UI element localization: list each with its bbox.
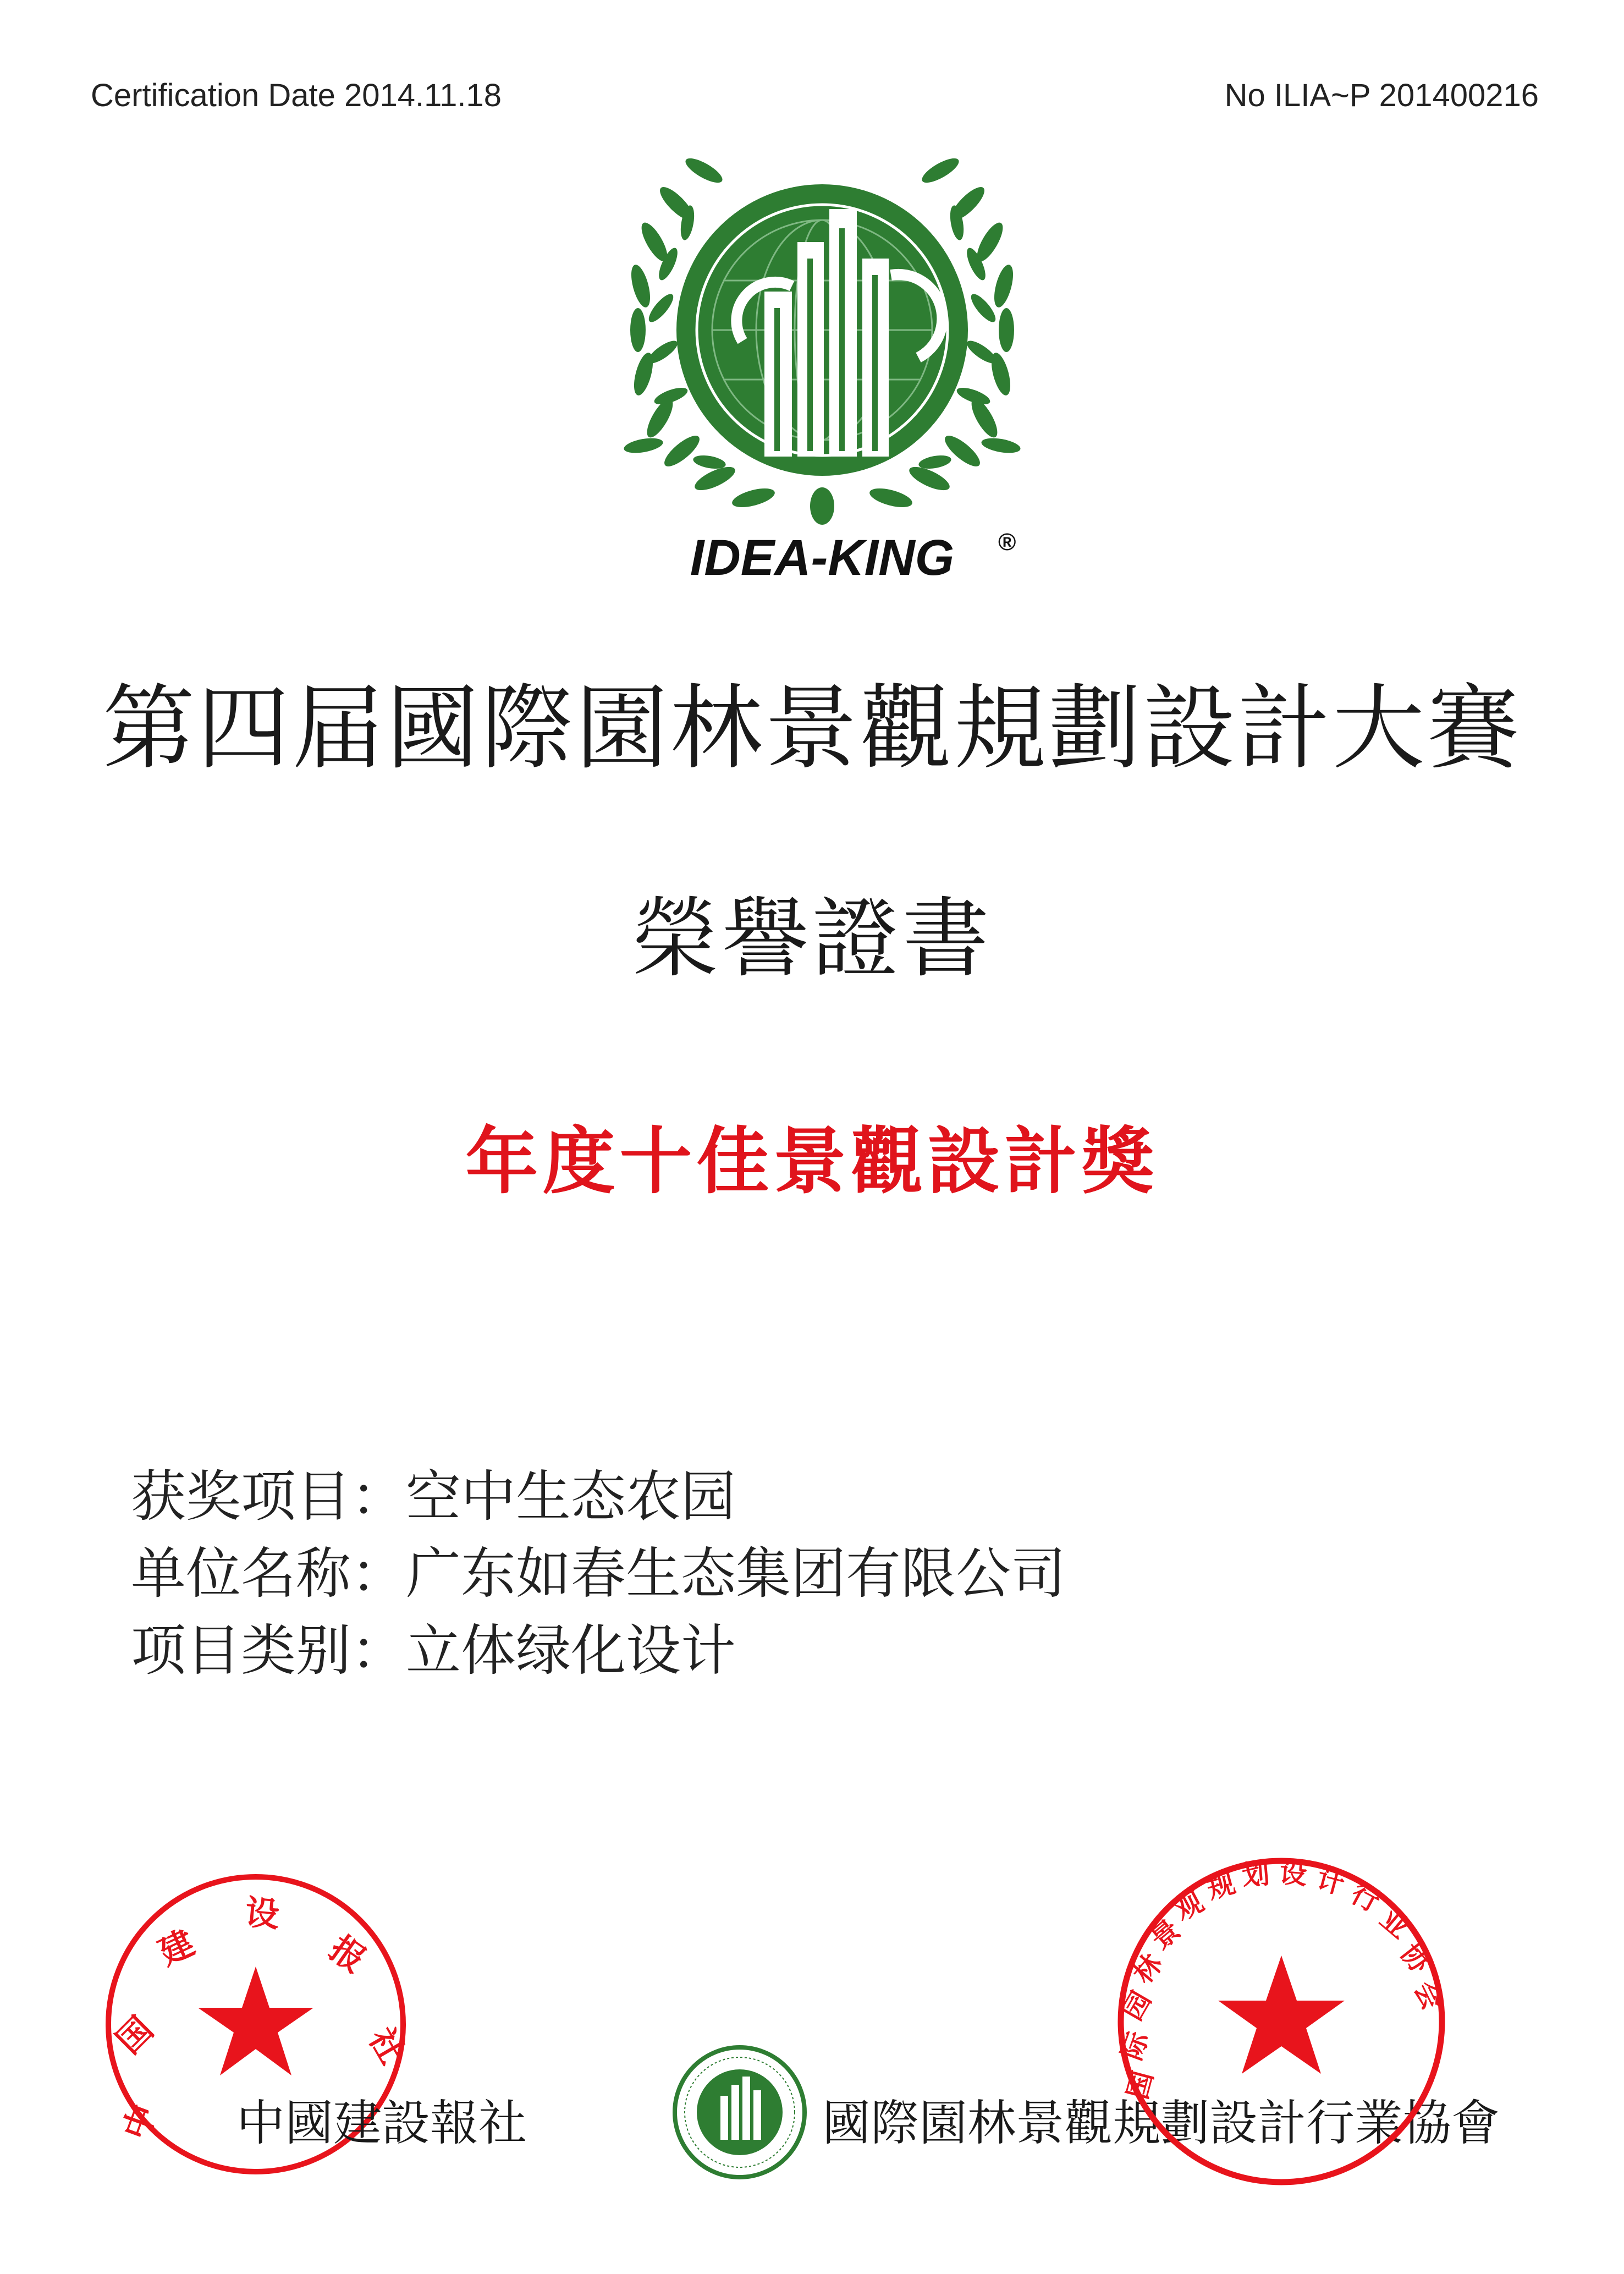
- svg-text:观: 观: [1169, 1885, 1209, 1927]
- red-seal-icon: [1111, 1851, 1452, 2192]
- svg-text:业: 业: [1374, 1902, 1416, 1945]
- field-row-category: [131, 1606, 736, 1685]
- idea-king-logo: [599, 110, 1045, 583]
- svg-text:规: 规: [1203, 1866, 1239, 1905]
- field-row-project: [131, 1452, 736, 1531]
- svg-text:协: 协: [1394, 1937, 1437, 1979]
- svg-text:行: 行: [1346, 1876, 1386, 1919]
- svg-text:设: 设: [243, 1892, 281, 1935]
- svg-text:设: 设: [1278, 1856, 1309, 1891]
- field-value: 立体绿化设计: [406, 1618, 736, 1683]
- svg-text:园: 园: [1115, 1985, 1158, 2026]
- svg-text:国: 国: [1121, 2067, 1160, 2103]
- association-logo: [671, 2044, 808, 2181]
- certification-date: Certification Date 2014.11.18: [91, 78, 502, 113]
- field-value: 广东如春生态集团有限公司: [406, 1541, 1066, 1606]
- svg-text:计: 计: [1313, 1862, 1348, 1901]
- svg-text:社: 社: [361, 2021, 412, 2071]
- svg-text:划: 划: [1240, 1857, 1271, 1892]
- svg-text:国: 国: [108, 2009, 161, 2062]
- award-title: 年度十佳景觀設計獎: [465, 1119, 1159, 1204]
- brand-text: IDEA-KING: [690, 530, 955, 583]
- svg-text:报: 报: [322, 1927, 373, 1981]
- seal-right: [1111, 1851, 1452, 2192]
- org-right-name: 國際園林景觀規劃設計行業協會: [822, 2095, 1500, 2151]
- org-left-name: 中國建設報社: [236, 2095, 527, 2151]
- svg-text:建: 建: [152, 1922, 201, 1973]
- svg-text:际: 际: [1115, 2027, 1155, 2064]
- svg-text:会: 会: [1408, 1975, 1450, 2015]
- field-label: 项目类别：: [131, 1618, 406, 1683]
- registered-mark: ®: [998, 529, 1016, 556]
- field-value: 空中生态农园: [406, 1464, 736, 1529]
- association-emblem-icon: [671, 2044, 808, 2181]
- field-label: 获奖项目：: [131, 1464, 406, 1529]
- competition-title: 第四届國際園林景觀規劃設計大賽: [102, 674, 1522, 782]
- field-row-unit: [131, 1529, 1066, 1608]
- field-label: 单位名称：: [131, 1541, 406, 1606]
- svg-text:林: 林: [1126, 1947, 1169, 1990]
- certificate-title: 榮譽證書: [631, 888, 993, 990]
- certificate-number: No ILIA~P 201400216: [1224, 78, 1539, 113]
- svg-text:景: 景: [1144, 1913, 1186, 1956]
- svg-text:中: 中: [115, 2099, 165, 2145]
- laurel-emblem-icon: [599, 110, 1045, 583]
